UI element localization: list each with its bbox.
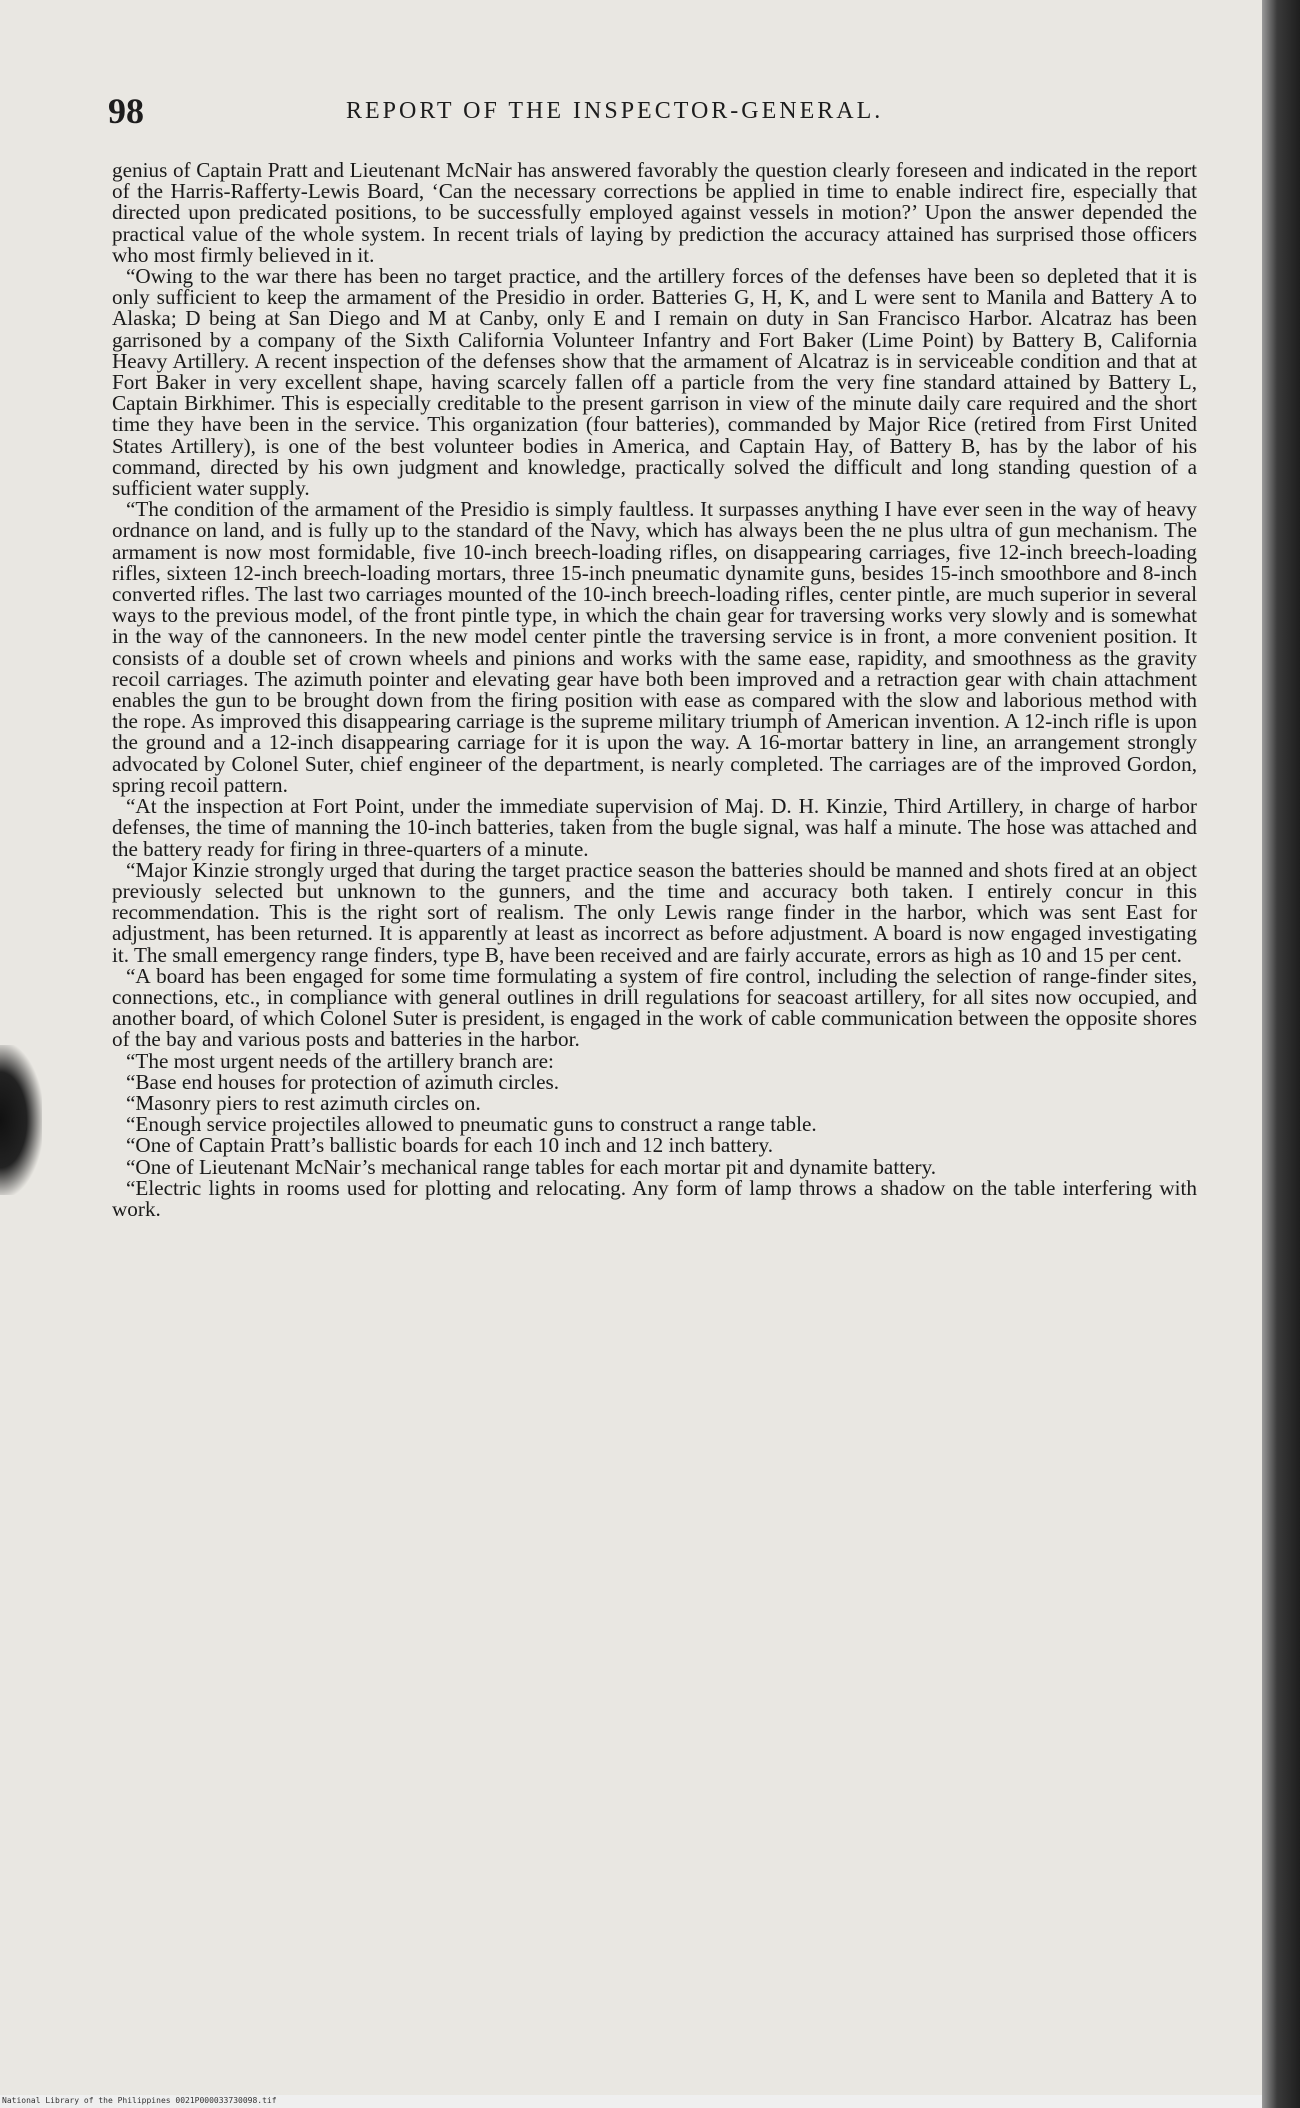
paragraph: “Base end houses for protection of azimuth circles. bbox=[126, 1069, 560, 1094]
page-number: 98 bbox=[108, 91, 144, 131]
paragraph: “A board has been engaged for some time formulating a system of fire control, including the selection of range-finder sites, connections, etc., in compliance with general outlines in drill regulations for seacoast artillery, for all sites now occupied, and another board, of which Colonel Suter is president, is engaged in the work of cable communication between the opposite shores of the bay and various posts and batteries in the harbor. bbox=[112, 963, 1197, 1052]
running-head: REPORT OF THE INSPECTOR-GENERAL. bbox=[346, 98, 884, 124]
paragraph: “Owing to the war there has been no target practice, and the artillery forces of the defenses have been so depleted that it is only sufficient to keep the armament of the Presidio in order. Batteries G, H, K, and L were sent to Manila and Battery A to Alaska; D being at San Diego and M at Canby, only E and I remain on duty in San Francisco Harbor. Alcatraz has been garrisoned by a company of the Sixth California Volunteer Infantry and Fort Baker (Lime Point) by Battery B, California Heavy Artillery. A recent inspection of the defenses show that the armament of Alcatraz is in serviceable condition and that at Fort Baker in very excellent shape, having scarcely fallen off a particle from the very fine standard attained by Battery L, Captain Birkhimer. This is especially creditable to the present garrison in view of the minute daily care required and the short time they have been in the service. This organization (four batteries), commanded by Major Rice (retired from First United States Artillery), is one of the best volunteer bodies in America, and Captain Hay, of Battery B, has by the labor of his command, directed by his own judgment and knowledge, practically solved the difficult and long standing question of a sufficient water supply. bbox=[112, 264, 1197, 501]
scan-label: National Library of the Philippines 0021P000033730098.tif bbox=[2, 2096, 277, 2105]
paragraph: “One of Captain Pratt’s ballistic boards for each 10 inch and 12 inch battery. bbox=[126, 1133, 774, 1158]
paragraph: “Masonry piers to rest azimuth circles on. bbox=[126, 1090, 481, 1115]
paragraph: “At the inspection at Fort Point, under the immediate supervision of Maj. D. H. Kinzie, Third Artillery, in charge of harbor defenses, the time of manning the 10-inch batteries, taken from the bugle signal, was half a minute. The hose was attached and the battery ready for firing in three-quarters of a minute. bbox=[112, 794, 1197, 861]
paragraph: “Electric lights in rooms used for plotting and relocating. Any form of lamp throws a shadow on the table interfering with work. bbox=[112, 1175, 1197, 1221]
paragraph: “Major Kinzie strongly urged that during the target practice season the batteries should be manned and shots fired at an object previously selected but unknown to the gunners, and the time and accuracy both taken. I entirely concur in this recommendation. This is the right sort of realism. The only Lewis range finder in the harbor, which was sent East for adjustment, has been returned. It is apparently at least as incorrect as before adjustment. A board is now engaged investigating it. The small emergency range finders, type B, have been received and are fairly accurate, errors as high as 10 and 15 per cent. bbox=[112, 857, 1197, 967]
paragraph: “One of Lieutenant McNair’s mechanical range tables for each mortar pit and dynamite battery. bbox=[126, 1154, 937, 1179]
body-text bbox=[112, 160, 1197, 1220]
binding-shadow bbox=[0, 1045, 42, 1195]
paragraph: “Enough service projectiles allowed to pneumatic guns to construct a range table. bbox=[126, 1112, 817, 1137]
paragraph: “The condition of the armament of the Presidio is simply faultless. It surpasses anything I have ever seen in the way of heavy ordnance on land, and is fully up to the standard of the Navy, which has always been the ne plus ultra of gun mechanism. The armament is now most formidable, five 10-inch breech-loading rifles, on disappearing carriages, five 12-inch breech-loading rifles, sixteen 12-inch breech-loading mortars, three 15-inch pneumatic dynamite guns, besides 15-inch smoothbore and 8-inch converted rifles. The last two carriages mounted of the 10-inch breech-loading rifles, center pintle, are much superior in several ways to the previous model, of the front pintle type, in which the chain gear for traversing works very slowly and is somewhat in the way of the cannoneers. In the new model center pintle the traversing service is in front, a more convenient position. It consists of a double set of crown wheels and pinions and works with the same ease, rapidity, and smoothness as the gravity recoil carriages. The azimuth pointer and elevating gear have both been improved and a retraction gear with chain attachment enables the gun to be brought down from the firing position with ease as compared with the slow and laborious method with the rope. As improved this disappearing carriage is the supreme military triumph of American invention. A 12-inch rifle is upon the ground and a 12-inch disappearing carriage for it is upon the way. A 16-mortar battery in line, an arrangement strongly advocated by Colonel Suter, chief engineer of the department, is nearly completed. The carriages are of the improved Gordon, spring recoil pattern. bbox=[112, 497, 1197, 797]
scan-edge bbox=[1262, 0, 1300, 2108]
paragraph: “The most urgent needs of the artillery branch are: bbox=[126, 1048, 554, 1073]
paragraph: genius of Captain Pratt and Lieutenant McNair has answered favorably the question clearly foreseen and indicated in the report of the Harris-Rafferty-Lewis Board, ‘Can the necessary corrections be applied in time to enable indirect fire, especially that directed upon predicated positions, to be successfully employed against vessels in motion?’ Upon the answer depended the practical value of the whole system. In recent trials of laying by prediction the accuracy attained has surprised those officers who most firmly believed in it. bbox=[112, 158, 1197, 267]
page-header bbox=[108, 90, 1193, 140]
scan-footer bbox=[0, 2095, 1262, 2108]
